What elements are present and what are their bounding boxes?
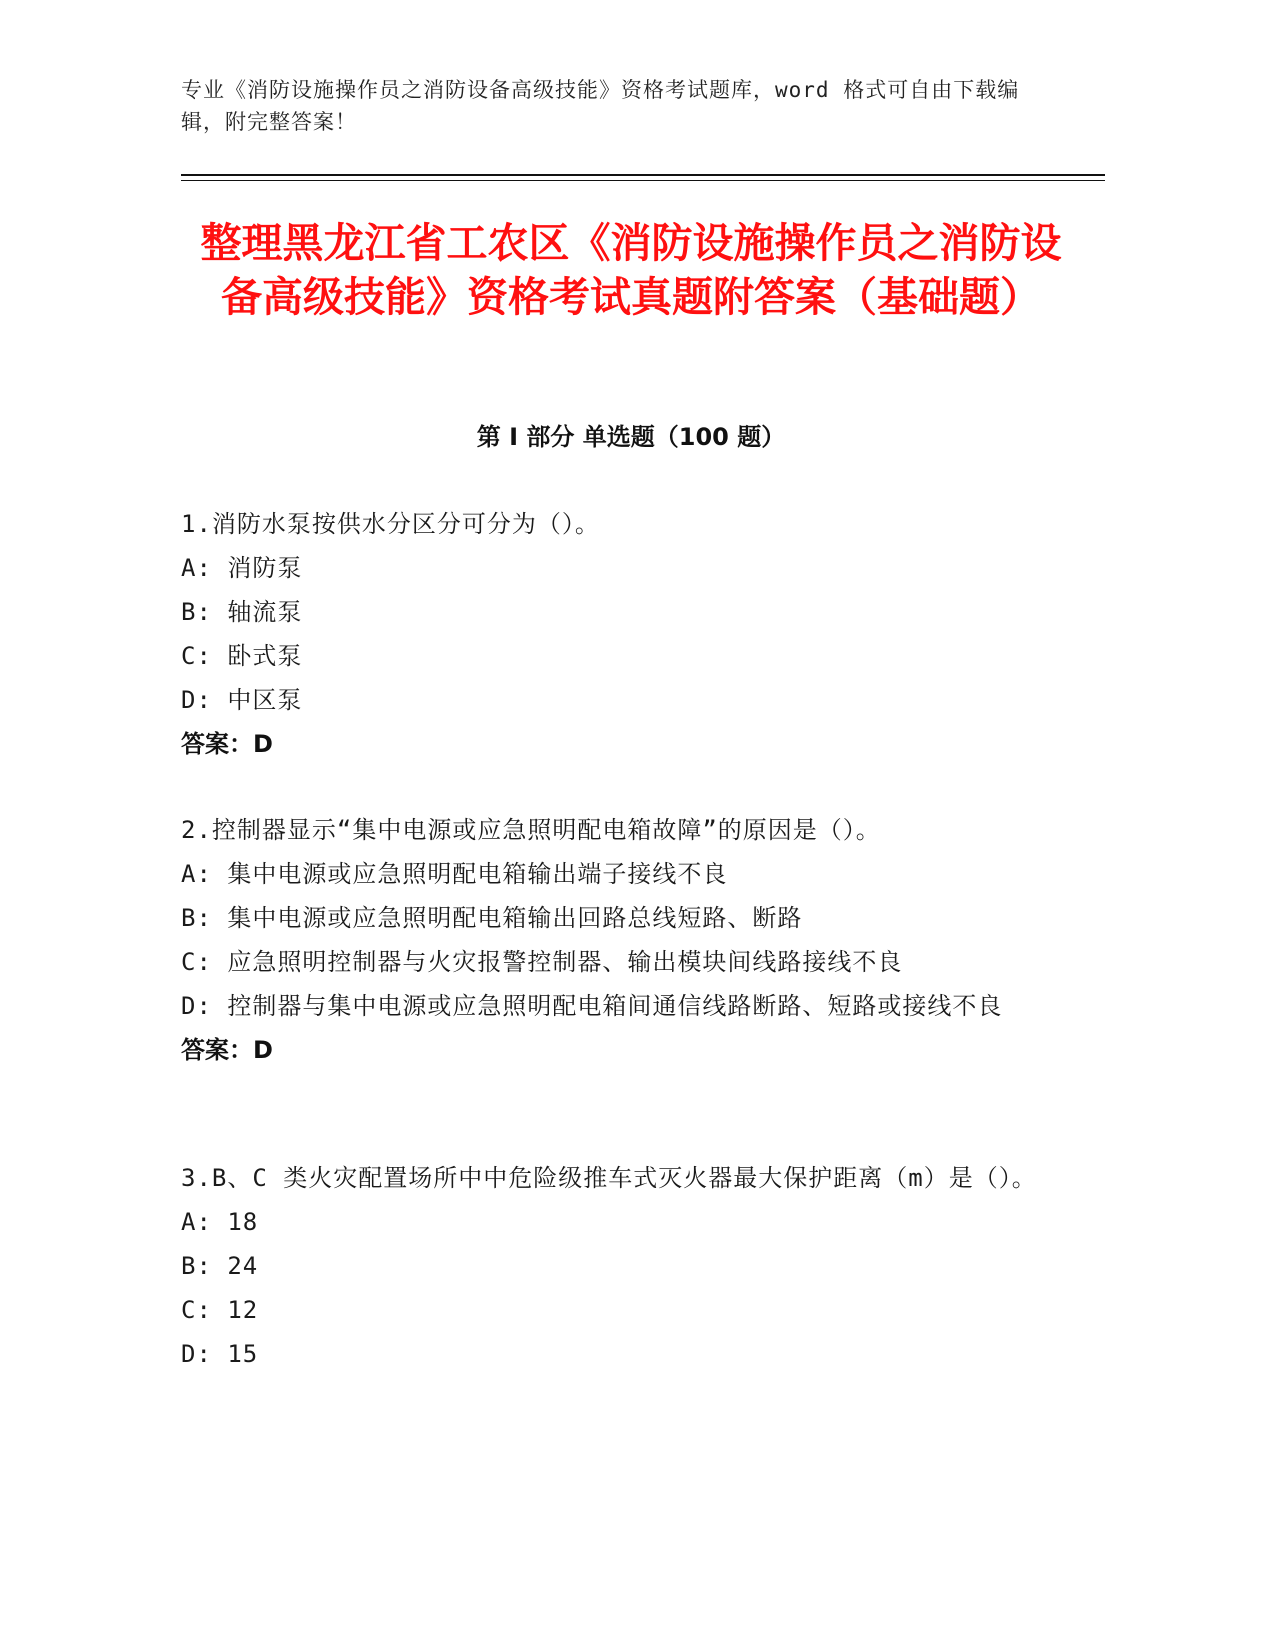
section-heading: 第 I 部分 单选题（100 题） [476,423,786,451]
option-b: B: 轴流泵 [181,598,303,626]
option-d: D: 控制器与集中电源或应急照明配电箱间通信线路断路、短路或接线不良 [181,992,1003,1020]
answer-label: 答案：D [181,730,273,758]
option-b: B: 集中电源或应急照明配电箱输出回路总线短路、断路 [181,904,803,932]
option-c: C: 卧式泵 [181,642,303,670]
question-1 [181,502,1061,766]
answer-label: 答案：D [181,1036,273,1064]
option-a: A: 18 [181,1208,259,1236]
question-stem: 1.消防水泵按供水分区分可分为（）。 [181,510,600,538]
question-3 [181,1156,1061,1376]
option-a: A: 消防泵 [181,554,303,582]
option-a: A: 集中电源或应急照明配电箱输出端子接线不良 [181,860,728,888]
question-stem: 3.B、C 类火灾配置场所中中危险级推车式灭火器最大保护距离（m）是（）。 [181,1164,1037,1192]
header-note: 专业《消防设施操作员之消防设备高级技能》资格考试题库，word 格式可自由下载编辑，附完整答案！ [181,78,1020,134]
header-divider-thin [181,180,1105,181]
document-title: 整理黑龙江省工农区《消防设施操作员之消防设备高级技能》资格考试真题附答案（基础题） [200,219,1062,321]
option-d: D: 15 [181,1340,259,1368]
option-c: C: 应急照明控制器与火灾报警控制器、输出模块间线路接线不良 [181,948,903,976]
header-divider-thick [181,174,1105,176]
question-2 [181,808,1061,1072]
question-stem: 2.控制器显示“集中电源或应急照明配电箱故障”的原因是（）。 [181,816,881,844]
option-d: D: 中区泵 [181,686,303,714]
option-b: B: 24 [181,1252,259,1280]
option-c: C: 12 [181,1296,259,1324]
